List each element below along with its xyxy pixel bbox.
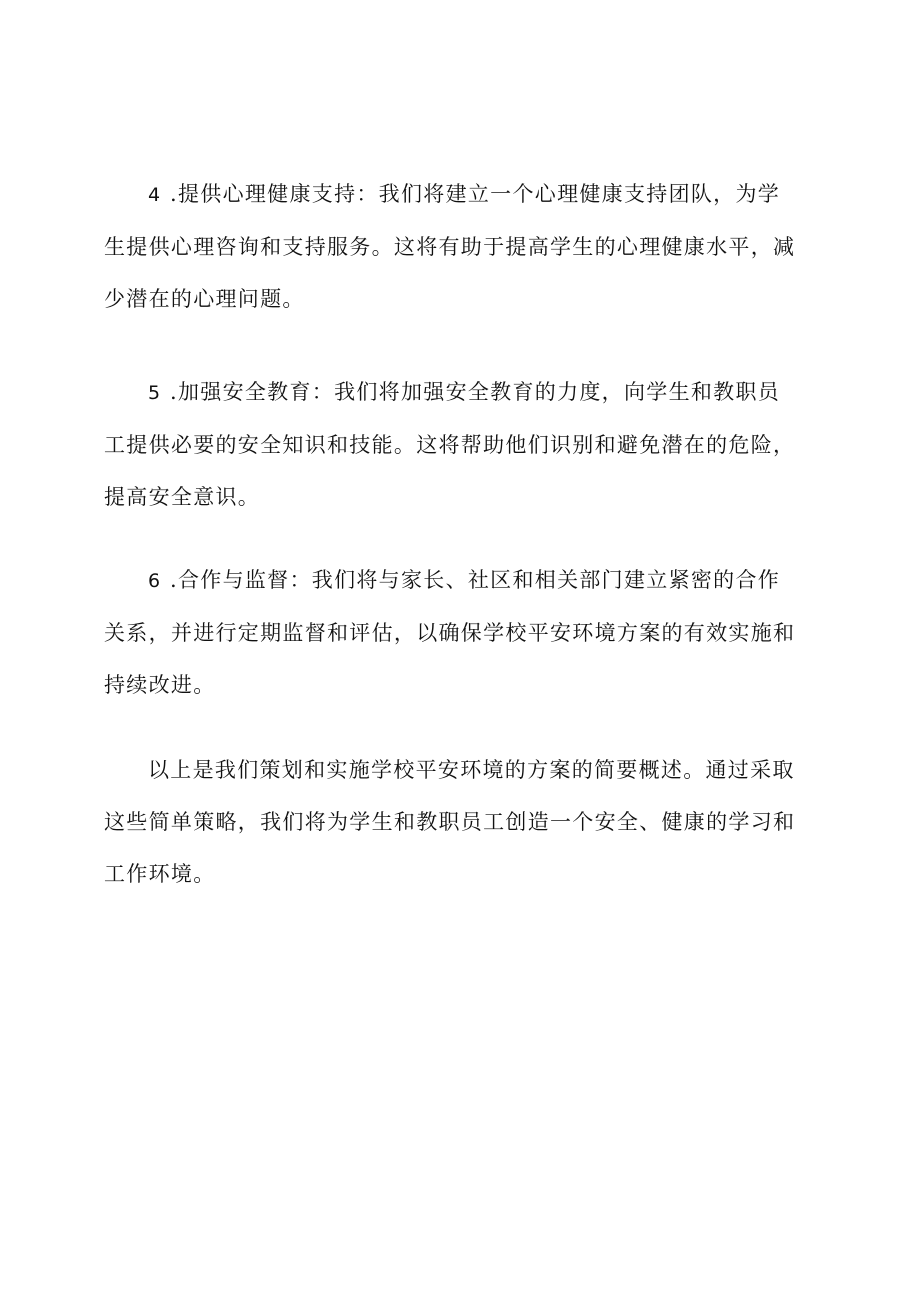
- paragraph-line: 这些简单策略，我们将为学生和教职员工创造一个安全、健康的学习和: [104, 810, 796, 834]
- paragraph-line: 提高安全意识。: [104, 485, 261, 509]
- item-number: 5: [148, 382, 162, 404]
- paragraph-item-4: [104, 168, 820, 325]
- paragraph-line: 生提供心理咨询和支持服务。这将有助于提高学生的心理健康水平，减: [104, 235, 796, 259]
- paragraph-line: 工提供必要的安全知识和技能。这将帮助他们识别和避免潜在的危险，: [104, 433, 796, 457]
- paragraph-line: [104, 168, 820, 221]
- paragraph-line: 以上是我们策划和实施学校平安环境的方案的简要概述。通过采取: [148, 758, 795, 782]
- conclusion-paragraph: [104, 744, 820, 900]
- paragraph-line: [104, 554, 820, 607]
- paragraph-line: 工作环境。: [104, 862, 216, 886]
- line-text: .加强安全教育：我们将加强安全教育的力度，向学生和教职员: [170, 380, 781, 404]
- item-number: 4: [148, 184, 162, 206]
- line-text: .合作与监督：我们将与家长、社区和相关部门建立紧密的合作: [170, 568, 781, 592]
- paragraph-line: 持续改进。: [104, 673, 216, 697]
- paragraph-line: 少潜在的心理问题。: [104, 287, 305, 311]
- paragraph-line: 关系，并进行定期监督和评估，以确保学校平安环境方案的有效实施和: [104, 621, 796, 645]
- paragraph-line: [104, 366, 820, 419]
- paragraph-item-6: [104, 554, 820, 711]
- paragraph-item-5: [104, 366, 820, 523]
- item-number: 6: [148, 570, 162, 592]
- line-text: .提供心理健康支持：我们将建立一个心理健康支持团队，为学: [170, 182, 781, 206]
